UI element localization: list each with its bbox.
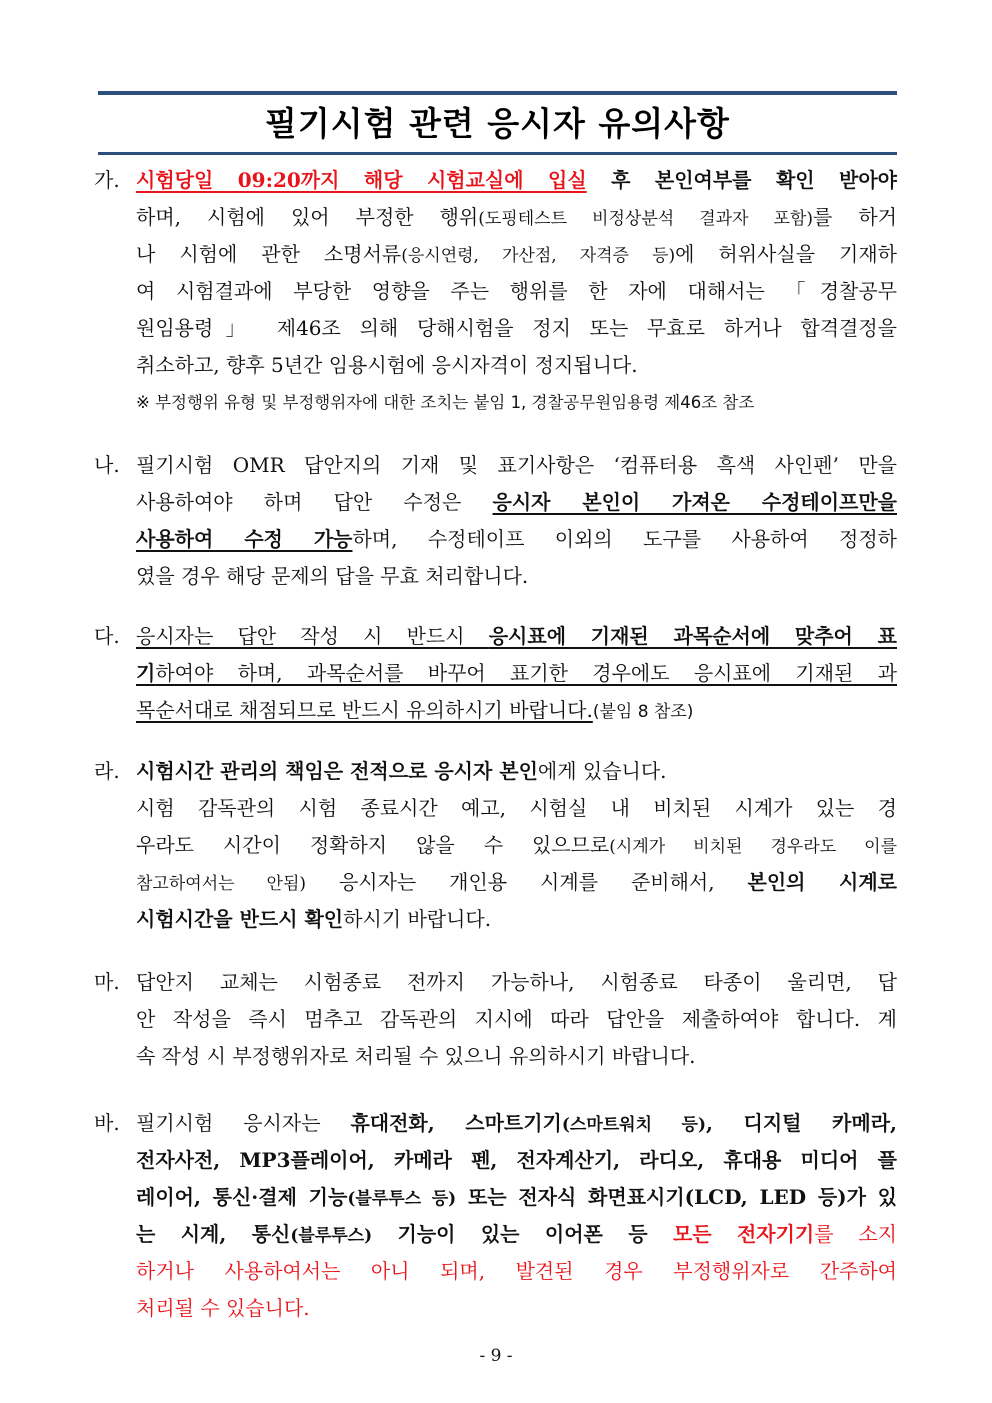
small-text: (도핑테스트 비정상분석 결과자 포함): [478, 209, 814, 229]
body-text: 하시기 바랍니다.: [343, 907, 492, 931]
section-ga: [94, 162, 897, 421]
title-bottom-rule: [98, 152, 897, 155]
body-text: 하며, 수정테이프 이외의 도구를 사용하여 정정하: [352, 527, 897, 551]
section-ba-line-6: 처리될 수 있습니다.: [136, 1296, 310, 1320]
section-na-line-3: [136, 521, 897, 558]
section-ra-line-5: [136, 901, 897, 938]
section-da-line-3: [136, 692, 897, 729]
page-number: - 9 -: [479, 1346, 513, 1366]
small-text: (블루투스): [290, 1226, 373, 1246]
section-na: [94, 447, 897, 595]
section-ba-line-3: [136, 1179, 897, 1216]
page-title: 필기시험 관련 응시자 유의사항: [265, 104, 730, 143]
bold-text: 레이어, 통신·결제 기능: [136, 1185, 348, 1209]
section-ba: [94, 1105, 897, 1327]
section-ma: [94, 964, 897, 1075]
small-text: (스마트워치 등): [561, 1115, 707, 1135]
section-marker: 바.: [94, 1111, 120, 1135]
section-ga-line-1: [94, 162, 897, 199]
body-text: 답안지 교체는 시험종료 전까지 가능하나, 시험종료 타종이 울리면, 답: [136, 970, 897, 994]
section-ba-line-5: 하거나 사용하여서는 아니 되며, 발견된 경우 부정행위자로 간주하여: [136, 1259, 897, 1283]
body-text: 응시자는 개인용 시계를 준비해서,: [306, 870, 748, 894]
bold-text: 또는 전자식 화면표시기(LCD, LED 등)가 있: [456, 1185, 898, 1209]
section-ga-line-4: 여 시험결과에 부당한 영향을 주는 행위를 한 자에 대해서는 「경찰공무: [136, 279, 897, 303]
section-da: [94, 618, 897, 729]
bold-text: 후 본인여부를 확인 받아야: [586, 168, 898, 192]
bold-text: 시험시간 관리의 책임은 전적으로 응시자 본인: [136, 759, 538, 783]
section-ga-line-2: [136, 199, 897, 236]
section-ba-line-1: [94, 1105, 897, 1142]
section-ga-line-6: 취소하고, 향후 5년간 임용시험에 응시자격이 정지됩니다.: [136, 353, 638, 377]
section-marker: 라.: [94, 759, 120, 783]
section-ra-line-3: [136, 827, 897, 864]
section-ma-line-3: 속 작성 시 부정행위자로 처리될 수 있으니 유의하시기 바랍니다.: [136, 1044, 696, 1068]
section-da-line-1: [94, 618, 897, 655]
section-ma-line-1: [94, 964, 897, 1001]
red-text: 를 소지: [814, 1222, 897, 1246]
body-text: 사용하여야 하며 답안 수정은: [136, 490, 493, 514]
bold-text: 시험시간을 반드시 확인: [136, 907, 344, 931]
bold-text: 본인의 시계로: [747, 870, 897, 894]
underlined-text: 하여야 하며, 과목순서를 바꾸어 표기한 경우에도 응시표에 기재된 과: [155, 661, 897, 685]
body-text: 필기시험 OMR 답안지의 기재 및 표기사항은 ‘컴퓨터용 흑색 사인펜’ 만을: [136, 453, 897, 477]
section-na-line-1: [94, 447, 897, 484]
section-ra-line-4: [136, 864, 897, 901]
body-text: 나 시험에 관한 소명서류: [136, 242, 402, 266]
body-text: 에 허위사실을 기재하: [675, 242, 897, 266]
underlined-text: 응시자는 답안 작성 시 반드시: [136, 624, 489, 648]
underlined-bold-text: 응시자 본인이 가져온 수정테이프만을: [492, 490, 897, 514]
section-marker: 나.: [94, 453, 120, 477]
underlined-bold-text: 기: [136, 661, 156, 685]
small-text: (블루투스 등): [347, 1189, 457, 1209]
section-na-line-2: [136, 484, 897, 521]
underlined-bold-text: 응시표에 기재된 과목순서에 맞추어 표: [488, 624, 897, 648]
body-text: 우라도 시간이 정확하지 않을 수 있으므로: [136, 833, 610, 857]
bold-text: , 디지털 카메라,: [706, 1111, 897, 1135]
section-na-line-4: 였을 경우 해당 문제의 답을 무효 처리합니다.: [136, 564, 529, 588]
section-ga-line-5: 원임용령」 제46조 의해 당해시험을 정지 또는 무효로 하거나 합격결정을: [136, 316, 897, 340]
section-marker: 가.: [94, 168, 120, 192]
body-text: 필기시험 응시자는: [136, 1111, 351, 1135]
highlight-text: 시험당일 09:20까지 해당 시험교실에 입실: [136, 168, 587, 192]
section-da-line-2: [136, 655, 897, 692]
section-ga-note: ※ 부정행위 유형 및 부정행위자에 대한 조치는 붙임 1, 경찰공무원임용령 제46조 참조: [136, 393, 755, 412]
section-ma-line-2: 안 작성을 즉시 멈추고 감독관의 지시에 따라 답안을 제출하여야 합니다. 계: [136, 1007, 897, 1031]
title-top-rule: [98, 91, 897, 95]
underlined-text: 목순서대로 채점되므로 반드시 유의하시기 바랍니다.: [136, 698, 593, 722]
underlined-bold-text: 사용하여 수정 가능: [136, 527, 353, 551]
section-marker: 다.: [94, 624, 120, 648]
body-text: 를 하거: [813, 205, 897, 229]
bold-text: 기능이 있는 이어폰 등: [372, 1222, 673, 1246]
highlight-text: 모든 전자기기: [672, 1222, 815, 1246]
small-text: (응시연령, 가산점, 자격증 등): [401, 246, 676, 266]
section-ba-line-4: [136, 1216, 897, 1253]
section-marker: 마.: [94, 970, 120, 994]
body-text: 하며, 시험에 있어 부정한 행위: [136, 205, 479, 229]
section-ra: [94, 753, 897, 938]
section-ra-line-1: [94, 753, 897, 790]
body-text: 에게 있습니다.: [537, 759, 667, 783]
section-ga-line-3: [136, 236, 897, 273]
small-text: (시계가 비치된 경우라도 이를: [609, 837, 897, 857]
section-ba-line-2: 전자사전, MP3플레이어, 카메라 펜, 전자계산기, 라디오, 휴대용 미디어 플: [136, 1148, 897, 1172]
small-text: 참고하여서는 안됨): [136, 874, 306, 894]
small-text: (붙임 8 참조): [592, 702, 694, 722]
section-ra-line-2: 시험 감독관의 시험 종료시간 예고, 시험실 내 비치된 시계가 있는 경: [136, 796, 897, 820]
bold-text: 는 시계, 통신: [136, 1222, 291, 1246]
bold-text: 휴대전화, 스마트기기: [350, 1111, 562, 1135]
